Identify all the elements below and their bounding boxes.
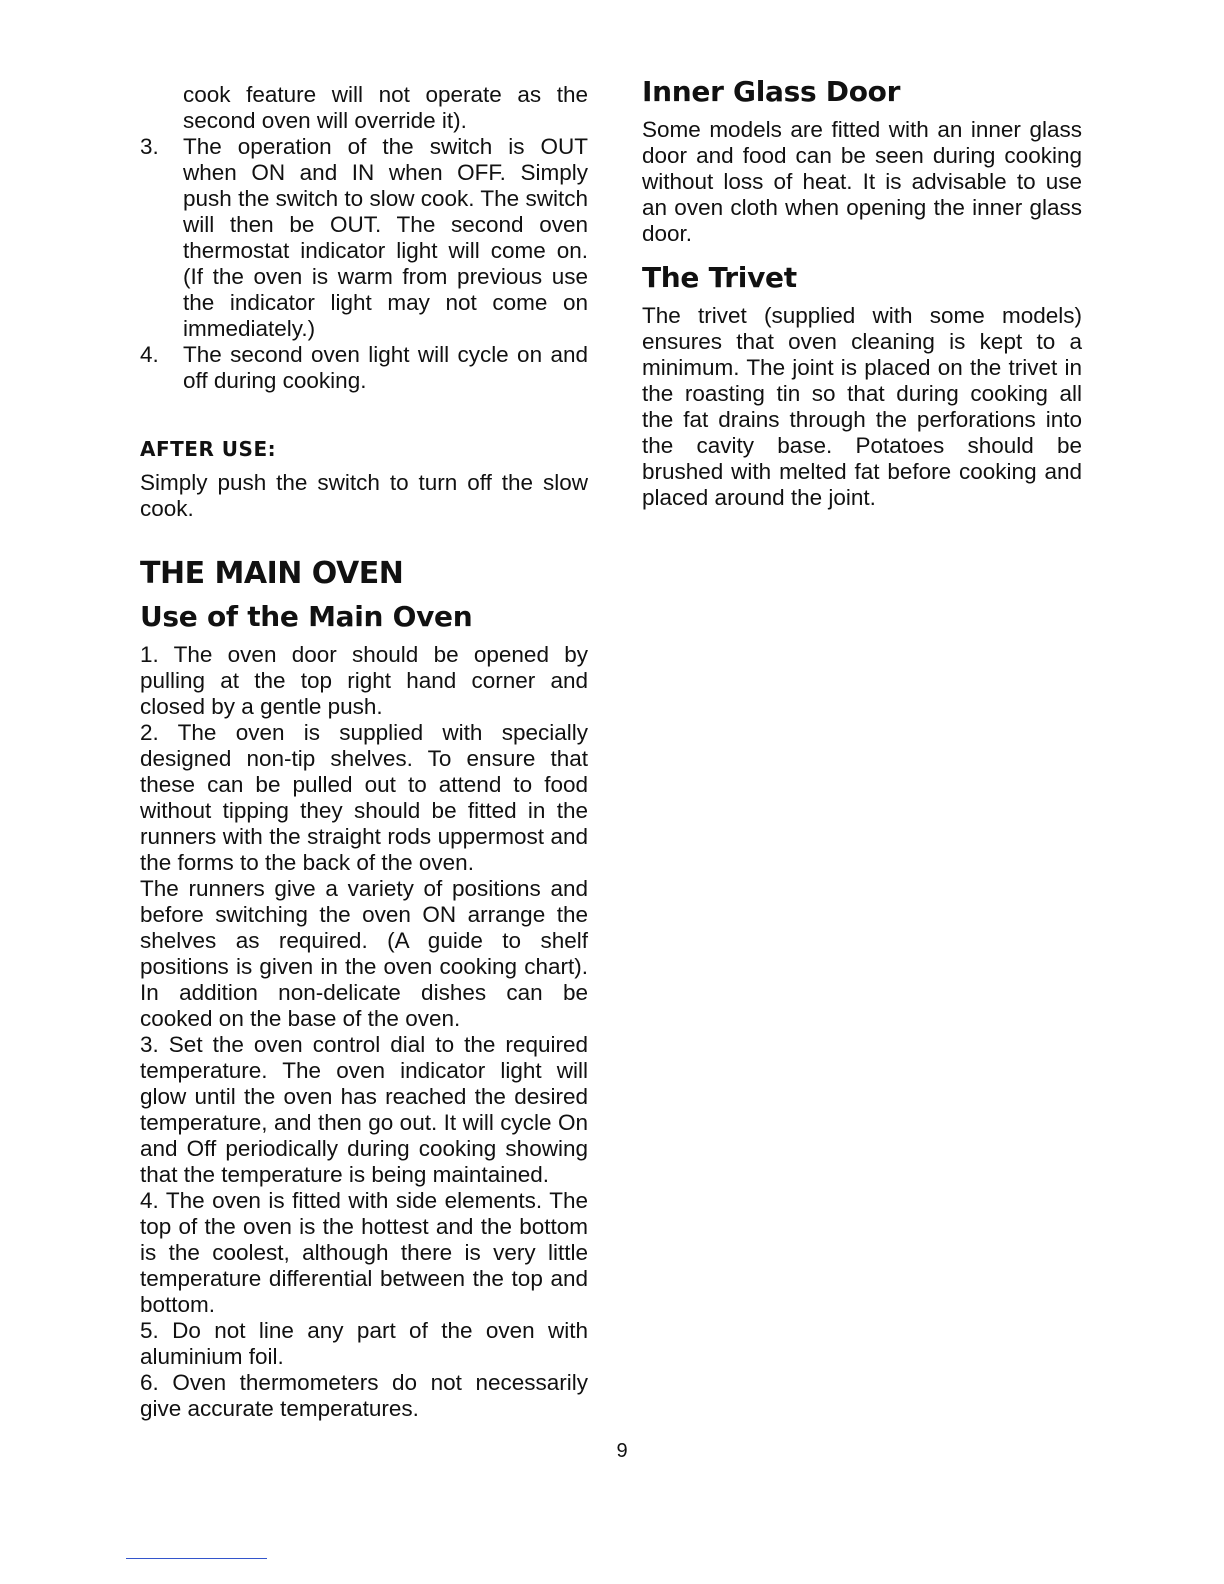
after-use-heading: AFTER USE: xyxy=(140,437,277,461)
trivet-text: The trivet (supplied with some models) ensures that oven cleaning is kept to a minimum. The joint is placed on the trivet in the roasting tin so that during cooking all the fat drains through the perforations into the cavity base. Potatoes should be brushed with melted fat before cooking and placed around the joint. xyxy=(642,303,1082,510)
inner-glass-door-heading: Inner Glass Door xyxy=(642,75,901,108)
list-number: 3. xyxy=(140,134,159,159)
page-number: 9 xyxy=(616,1440,628,1462)
paragraph: 4. The oven is fitted with side elements. The top of the oven is the hottest and the bottom is the coolest, although there is very little temperature differential between the top and bottom. xyxy=(140,1188,588,1317)
after-use-text: Simply push the switch to turn off the slow cook. xyxy=(140,470,588,521)
list-text: The second oven light will cycle on and off during cooking. xyxy=(183,342,588,393)
list-text: The operation of the switch is OUT when ON and IN when OFF. Simply push the switch to slow cook. The switch will then be OUT. The second oven thermostat indicator light will come on. (If the oven is warm from previous use the indicator light may not come on immediately.) xyxy=(183,134,588,341)
left-column xyxy=(140,82,588,1422)
main-oven-heading: THE MAIN OVEN xyxy=(140,556,404,591)
list-item xyxy=(140,342,588,394)
paragraph: 3. Set the oven control dial to the required temperature. The oven indicator light will glow until the oven has reached the desired temperature, and then go out. It will cycle On and Off periodically during cooking showing that the temperature is being maintained. xyxy=(140,1032,588,1187)
continued-text: cook feature will not operate as the second oven will override it). xyxy=(183,82,588,133)
inner-glass-door-text: Some models are fitted with an inner glass door and food can be seen during cooking without loss of heat. It is advisable to use an oven cloth when opening the inner glass door. xyxy=(642,117,1082,246)
bottom-rule xyxy=(126,1558,267,1559)
list-item xyxy=(140,134,588,342)
trivet-heading: The Trivet xyxy=(642,261,797,294)
list-number: 4. xyxy=(140,342,159,367)
paragraph: 2. The oven is supplied with specially designed non-tip shelves. To ensure that these can be pulled out to attend to food without tipping they should be fitted in the runners with the straight rods uppermost and the forms to the back of the oven. xyxy=(140,720,588,875)
paragraph: The runners give a variety of positions and before switching the oven ON arrange the shelves as required. (A guide to shelf positions is given in the oven cooking chart). In addition non-delicate dishes can be cooked on the base of the oven. xyxy=(140,876,588,1031)
paragraph: 5. Do not line any part of the oven with aluminium foil. xyxy=(140,1318,588,1369)
right-column xyxy=(642,75,1082,525)
use-of-main-oven-heading: Use of the Main Oven xyxy=(140,600,473,633)
paragraph: 6. Oven thermometers do not necessarily give accurate temperatures. xyxy=(140,1370,588,1421)
paragraph: 1. The oven door should be opened by pulling at the top right hand corner and closed by a gentle push. xyxy=(140,642,588,719)
